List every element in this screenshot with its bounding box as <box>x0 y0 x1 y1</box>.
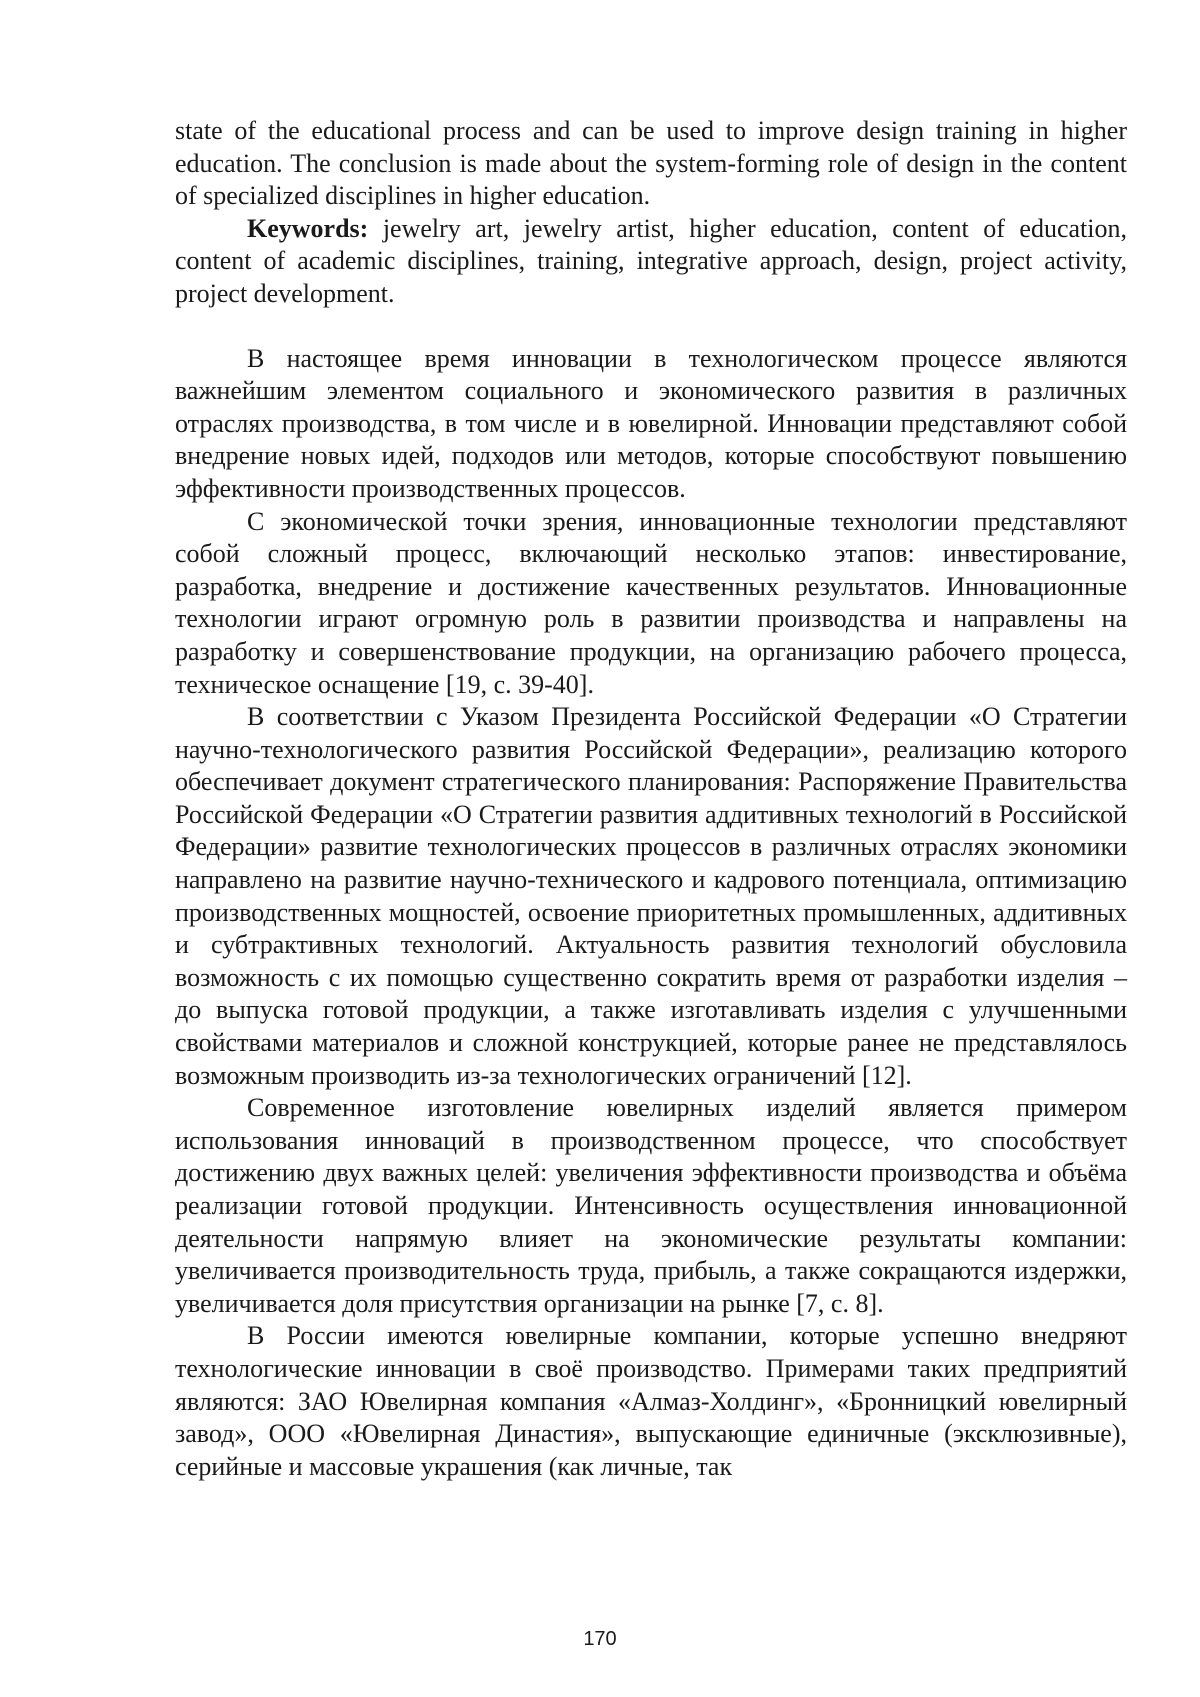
body-paragraph-5: В России имеются ювелирные компании, которые успешно внедряют технологические инновации в своё производство. Примерами таких предприятий являются: ЗАО Ювелирная компания «Алмаз-Холдинг», «Бронницкий ювелирный завод», ООО «Ювелирная Династия», выпускающие единичные (эксклюзивные), серийные и массовые украшения (как личные, так <box>175 1321 1127 1481</box>
body-paragraph-4: Современное изготовление ювелирных изделий является примером использования инноваций в производственном процессе, что способствует достижению двух важных целей: увеличения эффективности производства и объёма реализации готовой продукции. Интенсивность осуществления инновационной деятельности напрямую влияет на экономические результаты компании: увеличивается производительность труда, прибыль, а также сокращаются издержки, увеличивается доля присутствия организации на рынке [7, с. 8]. <box>175 1093 1127 1318</box>
page-number: 170 <box>583 1628 617 1650</box>
keywords-label: Keywords: <box>247 213 369 243</box>
abstract-continuation: state of the educational process and can be used to improve design training in higher education. The conclusion is made about the system-forming role of design in the content of specialized disciplines in higher education. <box>175 116 1127 211</box>
body-paragraph-2: С экономической точки зрения, инновационные технологии представляют собой сложный процесс, включающий несколько этапов: инвестирование, разработка, внедрение и достижение качественных результатов. Инновационные технологии играют огромную роль в развитии производства и направлены на разработку и совершенствование продукции, на организацию рабочего процесса, техническое оснащение [19, с. 39-40]. <box>175 506 1127 699</box>
body-paragraph-1: В настоящее время инновации в технологическом процессе являются важнейшим элементом социального и экономического развития в различных отраслях производства, в том числе и в ювелирной. Инновации представляют собой внедрение новых идей, подходов или методов, которые способствуют повышению эффективности производственных процессов. <box>175 343 1127 503</box>
page-text <box>175 115 1127 1483</box>
keywords-text: jewelry art, jewelry artist, higher education, content of education, content of academic disciplines, training, integrative approach, design, project activity, project development. <box>175 213 1127 308</box>
body-paragraph-3: В соответствии с Указом Президента Российской Федерации «О Стратегии научно-технологического развития Российской Федерации», реализацию которого обеспечивает документ стратегического планирования: Распоряжение Правительства Российской Федерации «О Стратегии развития аддитивных технологий в Российской Федерации» развитие технологических процессов в различных отраслях экономики направлено на развитие научно-технического и кадрового потенциала, оптимизацию производственных мощностей, освоение приоритетных промышленных, аддитивных и субтрактивных технологий. Актуальность развития технологий обусловила возможность с их помощью существенно сократить время от разработки изделия – до выпуска готовой продукции, а также изготавливать изделия с улучшенными свойствами материалов и сложной конструкцией, которые ранее не представлялось возможным производить из-за технологических ограничений [12]. <box>175 702 1127 1090</box>
keywords-paragraph <box>175 213 1127 311</box>
section-gap <box>175 311 1127 343</box>
